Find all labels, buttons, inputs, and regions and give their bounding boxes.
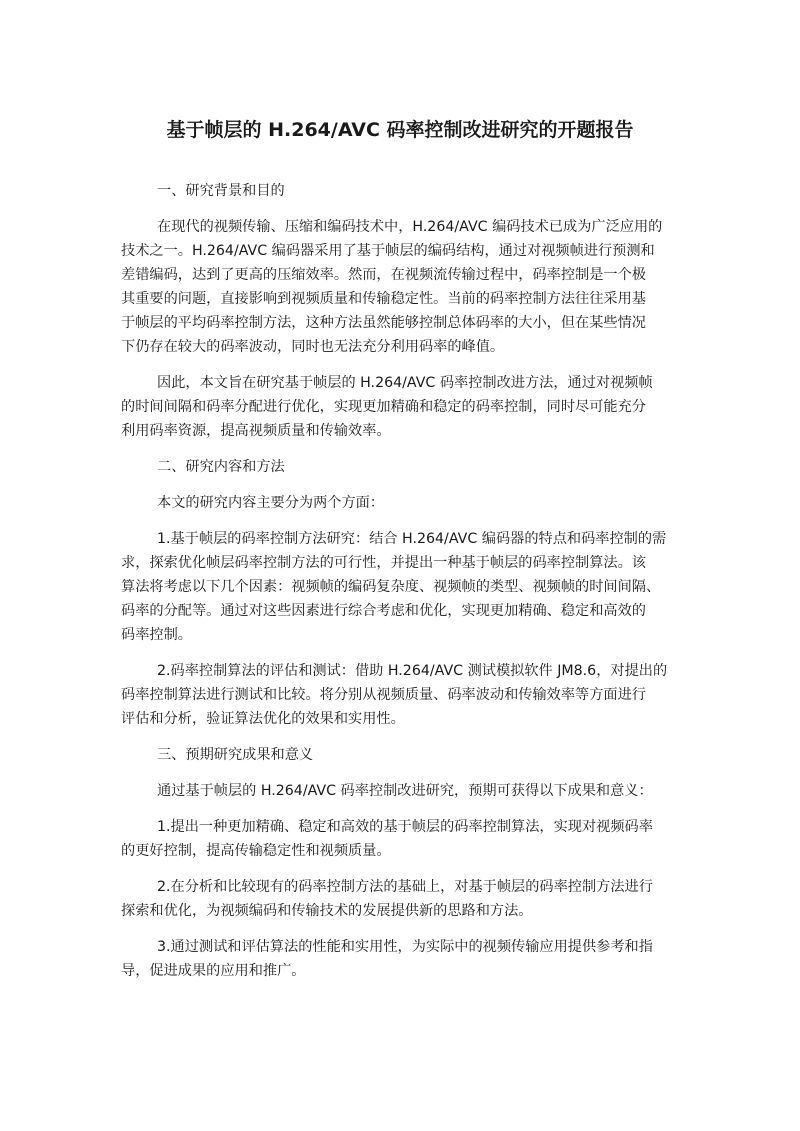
paragraph-purpose — [121, 371, 681, 443]
text-line: 的更好控制，提高传输稳定性和视频质量。 — [121, 843, 391, 859]
document-body — [121, 179, 681, 995]
text-line: 评估和分析，验证算法优化的效果和实用性。 — [121, 711, 405, 727]
text-line: 算法将考虑以下几个因素：视频帧的编码复杂度、视频帧的类型、视频帧的时间间隔、 — [121, 579, 661, 595]
text-line: 于帧层的平均码率控制方法，这种方法虽然能够控制总体码率的大小，但在某些情况 — [121, 315, 646, 331]
text-line: 利用码率资源，提高视频质量和传输效率。 — [121, 423, 391, 439]
text-line: 其重要的问题，直接影响到视频质量和传输稳定性。当前的码率控制方法往往采用基 — [121, 291, 646, 307]
paragraph-background — [121, 215, 681, 359]
section-heading-outcomes: 三、预期研究成果和意义 — [157, 747, 314, 763]
text-line: 在现代的视频传输、压缩和编码技术中，H.264/AVC 编码技术已成为广泛应用的 — [157, 219, 663, 235]
text-line: 下仍存在较大的码率波动，同时也无法充分利用码率的峰值。 — [121, 339, 505, 355]
paragraph-content-intro: 本文的研究内容主要分为两个方面： — [157, 495, 385, 511]
text-line: 导，促进成果的应用和推广。 — [121, 963, 306, 979]
text-line: 求，探索优化帧层码率控制方法的可行性，并提出一种基于帧层的码率控制算法。该 — [121, 555, 646, 571]
text-line: 探索和优化，为视频编码和传输技术的发展提供新的思路和方法。 — [121, 903, 533, 919]
section-heading-background: 一、研究背景和目的 — [157, 183, 285, 199]
text-line: 差错编码，达到了更高的压缩效率。然而，在视频流传输过程中，码率控制是一个极 — [121, 267, 646, 283]
text-line: 2.码率控制算法的评估和测试：借助 H.264/AVC 测试模拟软件 JM8.6，对提出的 — [157, 663, 668, 679]
section-heading-content-methods: 二、研究内容和方法 — [157, 459, 285, 475]
text-line: 1.提出一种更加精确、稳定和高效的基于帧层的码率控制算法，实现对视频码率 — [157, 819, 653, 835]
text-line: 码率控制。 — [121, 627, 192, 643]
text-line: 因此，本文旨在研究基于帧层的 H.264/AVC 码率控制改进方法，通过对视频帧 — [157, 375, 653, 391]
list-item-outcome-3 — [121, 935, 681, 983]
text-line: 码率的分配等。通过对这些因素进行综合考虑和优化，实现更加精确、稳定和高效的 — [121, 603, 646, 619]
list-item-method-1 — [121, 527, 681, 647]
list-item-outcome-2 — [121, 875, 681, 923]
paragraph-outcomes-intro: 通过基于帧层的 H.264/AVC 码率控制改进研究，预期可获得以下成果和意义： — [157, 783, 653, 799]
text-line: 码率控制算法进行测试和比较。将分别从视频质量、码率波动和传输效率等方面进行 — [121, 687, 646, 703]
list-item-outcome-1 — [121, 815, 681, 863]
text-line: 3.通过测试和评估算法的性能和实用性，为实际中的视频传输应用提供参考和指 — [157, 939, 653, 955]
text-line: 的时间间隔和码率分配进行优化，实现更加精确和稳定的码率控制，同时尽可能充分 — [121, 399, 646, 415]
text-line: 1.基于帧层的码率控制方法研究：结合 H.264/AVC 编码器的特点和码率控制的需 — [157, 531, 667, 547]
text-line: 2.在分析和比较现有的码率控制方法的基础上，对基于帧层的码率控制方法进行 — [157, 879, 653, 895]
list-item-method-2 — [121, 659, 681, 731]
document-title: 基于帧层的 H.264/AVC 码率控制改进研究的开题报告 — [166, 119, 634, 141]
text-line: 技术之一。H.264/AVC 编码器采用了基于帧层的编码结构，通过对视频帧进行预测和 — [121, 243, 655, 259]
